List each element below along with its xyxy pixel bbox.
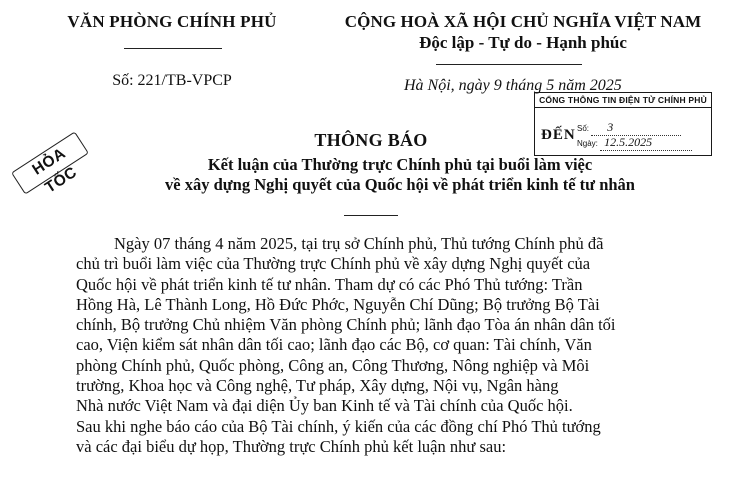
national-header [318,12,728,94]
body-line: phòng Chính phủ, Quốc phòng, Công an, Công Thương, Nông nghiệp và Môi [76,355,590,375]
stamp-date-value: 12.5.2025 [604,135,653,149]
body-line: và các đại biểu dự họp, Thường trực Chính phủ kết luận như sau: [76,436,507,456]
stamp-organization: CỔNG THÔNG TIN ĐIỆN TỬ CHÍNH PHỦ [535,93,711,108]
body-line: Sau khi nghe báo cáo của Bộ Tài chính, ý kiến của các đồng chí Phó Thủ tướng [76,416,601,436]
stamp-number-label: Số: [577,124,590,133]
stamp-date-label: Ngày: [577,139,598,148]
stamp-received-word: ĐẾN [541,127,576,143]
motto-underline [436,64,582,65]
body-line: chủ trì buổi làm việc của Thường trực Chính phủ về xây dựng Nghị quyết của [76,254,591,274]
body-line: Quốc hội về phát triển kinh tế tư nhân. Tham dự có các Phó Thủ tướng: Trần [76,274,583,294]
document-title: THÔNG BÁO [314,130,428,150]
body-line: Nhà nước Việt Nam và đại diện Ủy ban Kinh tế và Tài chính của Quốc hội. [76,396,573,416]
urgent-stamp: HỎA TỐC [11,131,89,194]
document-number: Số: 221/TB-VPCP [112,72,232,89]
issuer-underline [124,48,222,49]
nation-name: CỘNG HOÀ XÃ HỘI CHỦ NGHĨA VIỆT NAM [344,12,702,31]
body-line: Ngày 07 tháng 4 năm 2025, tại trụ sở Chính phủ, Thủ tướng Chính phủ đã [114,234,604,253]
subtitle-line: về xây dựng Nghị quyết của Quốc hội về phát triển kinh tế tư nhân [165,175,635,194]
place-date: Hà Nội, ngày 9 tháng 5 năm 2025 [404,77,622,94]
body-line: trường, Khoa học và Công nghệ, Tư pháp, Xây dựng, Nội vụ, Ngân hàng [76,376,559,396]
document-subtitle [60,155,740,195]
national-motto: Độc lập - Tự do - Hạnh phúc [419,33,627,52]
organization-name: VĂN PHÒNG CHÍNH PHỦ [67,12,277,31]
subtitle-line: Kết luận của Thường trực Chính phủ tại buổi làm việc [207,155,593,174]
title-divider [344,215,398,216]
body-line: cao, Viện kiểm sát nhân dân tối cao; lãnh đạo các Bộ, cơ quan: Tài chính, Văn [76,335,592,355]
stamp-number-value: 3 [607,120,614,134]
body-paragraph [76,234,716,457]
body-line: chính, Bộ trưởng Chủ nhiệm Văn phòng Chính phủ; lãnh đạo Tòa án nhân dân tối [76,315,616,335]
issuer-block [38,12,306,89]
body-line: Hồng Hà, Lê Thành Long, Hồ Đức Phớc, Nguyễn Chí Dũng; Bộ trưởng Bộ Tài [76,294,600,314]
